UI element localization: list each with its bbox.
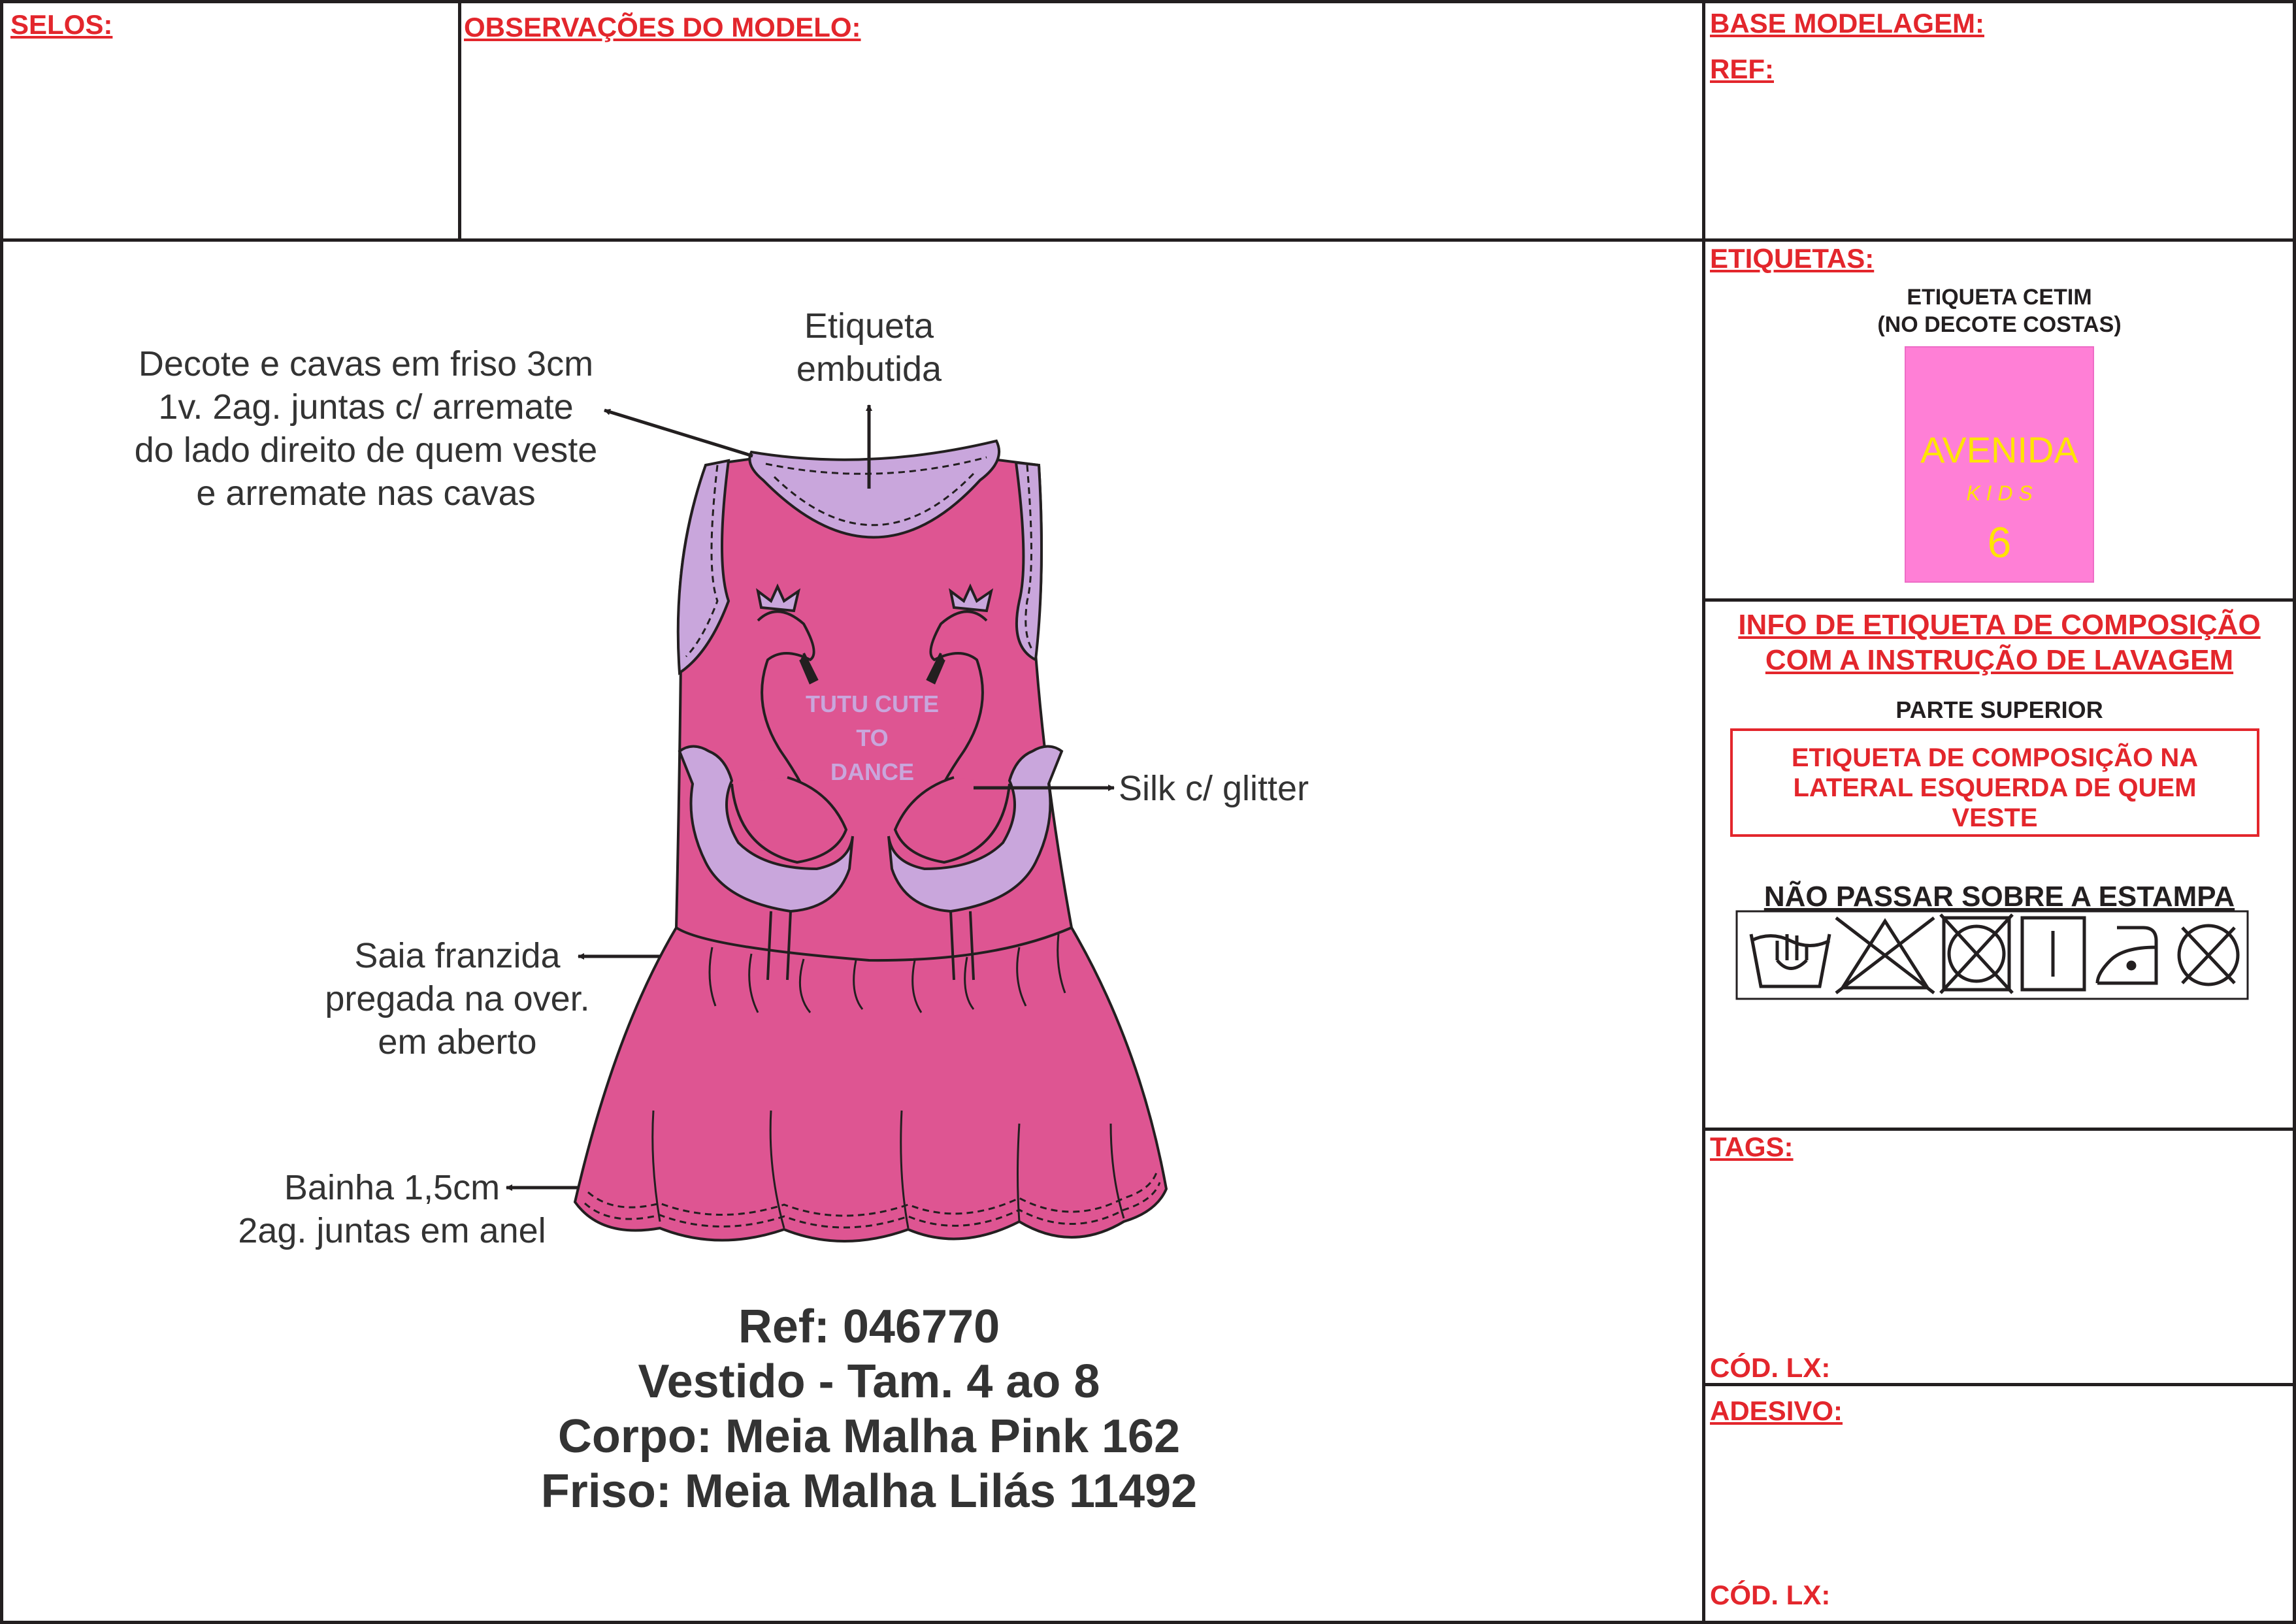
print-text [804, 687, 941, 789]
brand-name: AVENIDA [1920, 429, 2078, 470]
adesivo-label: ADESIVO: [1710, 1395, 1843, 1426]
print-line-1: TUTU CUTE [806, 690, 939, 717]
product-friso: Friso: Meia Malha Lilás 11492 [540, 1465, 1198, 1518]
iron-low-icon [2097, 928, 2156, 983]
tags-label: TAGS: [1710, 1131, 1794, 1162]
etiqueta-cetim-text [1705, 284, 2293, 338]
observacoes-label: OBSERVAÇÕES DO MODELO: [464, 12, 861, 42]
selos-label: SELOS: [10, 9, 113, 40]
etiqueta-cetim-line-1: ETIQUETA CETIM [1907, 285, 2092, 310]
product-ref: Ref: 046770 [738, 1301, 1000, 1353]
etiqueta-cetim-line-2: (NO DECOTE COSTAS) [1877, 312, 2122, 337]
print-line-2: TO [856, 724, 889, 751]
no-dry-clean-icon [2179, 926, 2238, 984]
line-dry-icon [2022, 918, 2084, 990]
silk-annotation: Silk c/ glitter [1119, 769, 1309, 808]
product-vestido: Vestido - Tam. 4 ao 8 [638, 1356, 1100, 1408]
hand-wash-icon [1751, 934, 1829, 986]
composicao-title-line-2: COM A INSTRUÇÃO DE LAVAGEM [1765, 644, 2234, 676]
etiquetas-label: ETIQUETAS: [1710, 243, 1875, 274]
brand-sub: K I D S [1966, 481, 2033, 505]
brand-label-swatch [1905, 346, 2094, 583]
care-symbols [1737, 911, 2248, 999]
saia-annotation: Saia franzida pregada na over. em aberto [325, 936, 590, 1062]
etiqueta-annotation: Etiqueta embutida [796, 306, 942, 389]
ref-label: REF: [1710, 54, 1774, 84]
base-modelagem-label: BASE MODELAGEM: [1710, 8, 1984, 39]
product-corpo: Corpo: Meia Malha Pink 162 [557, 1410, 1181, 1463]
adesivo-cod-lx-label: CÓD. LX: [1710, 1580, 1831, 1610]
parte-superior-label: PARTE SUPERIOR [1895, 696, 2103, 723]
composicao-title-line-1: INFO DE ETIQUETA DE COMPOSIÇÃO [1738, 609, 2261, 641]
composicao-title [1705, 608, 2293, 678]
composicao-box [1730, 728, 2259, 837]
tags-cod-lx-label: CÓD. LX: [1710, 1352, 1831, 1383]
brand-size: 6 [1987, 518, 2012, 566]
composicao-box-text: ETIQUETA DE COMPOSIÇÃO NA LATERAL ESQUERDA DE QUEM VESTE [1791, 743, 2199, 832]
decote-annotation: Decote e cavas em friso 3cm 1v. 2ag. juntas c/ arremate do lado direito de quem veste e arremate nas cavas [134, 344, 598, 513]
nao-passar-warning: NÃO PASSAR SOBRE A ESTAMPA [1763, 881, 2235, 913]
dress-body [575, 457, 1166, 1241]
print-line-3: DANCE [830, 758, 914, 785]
bainha-annotation: Bainha 1,5cm 2ag. juntas em anel [238, 1168, 546, 1250]
no-bleach-icon [1836, 918, 1934, 993]
no-tumble-dry-icon [1941, 915, 2012, 993]
